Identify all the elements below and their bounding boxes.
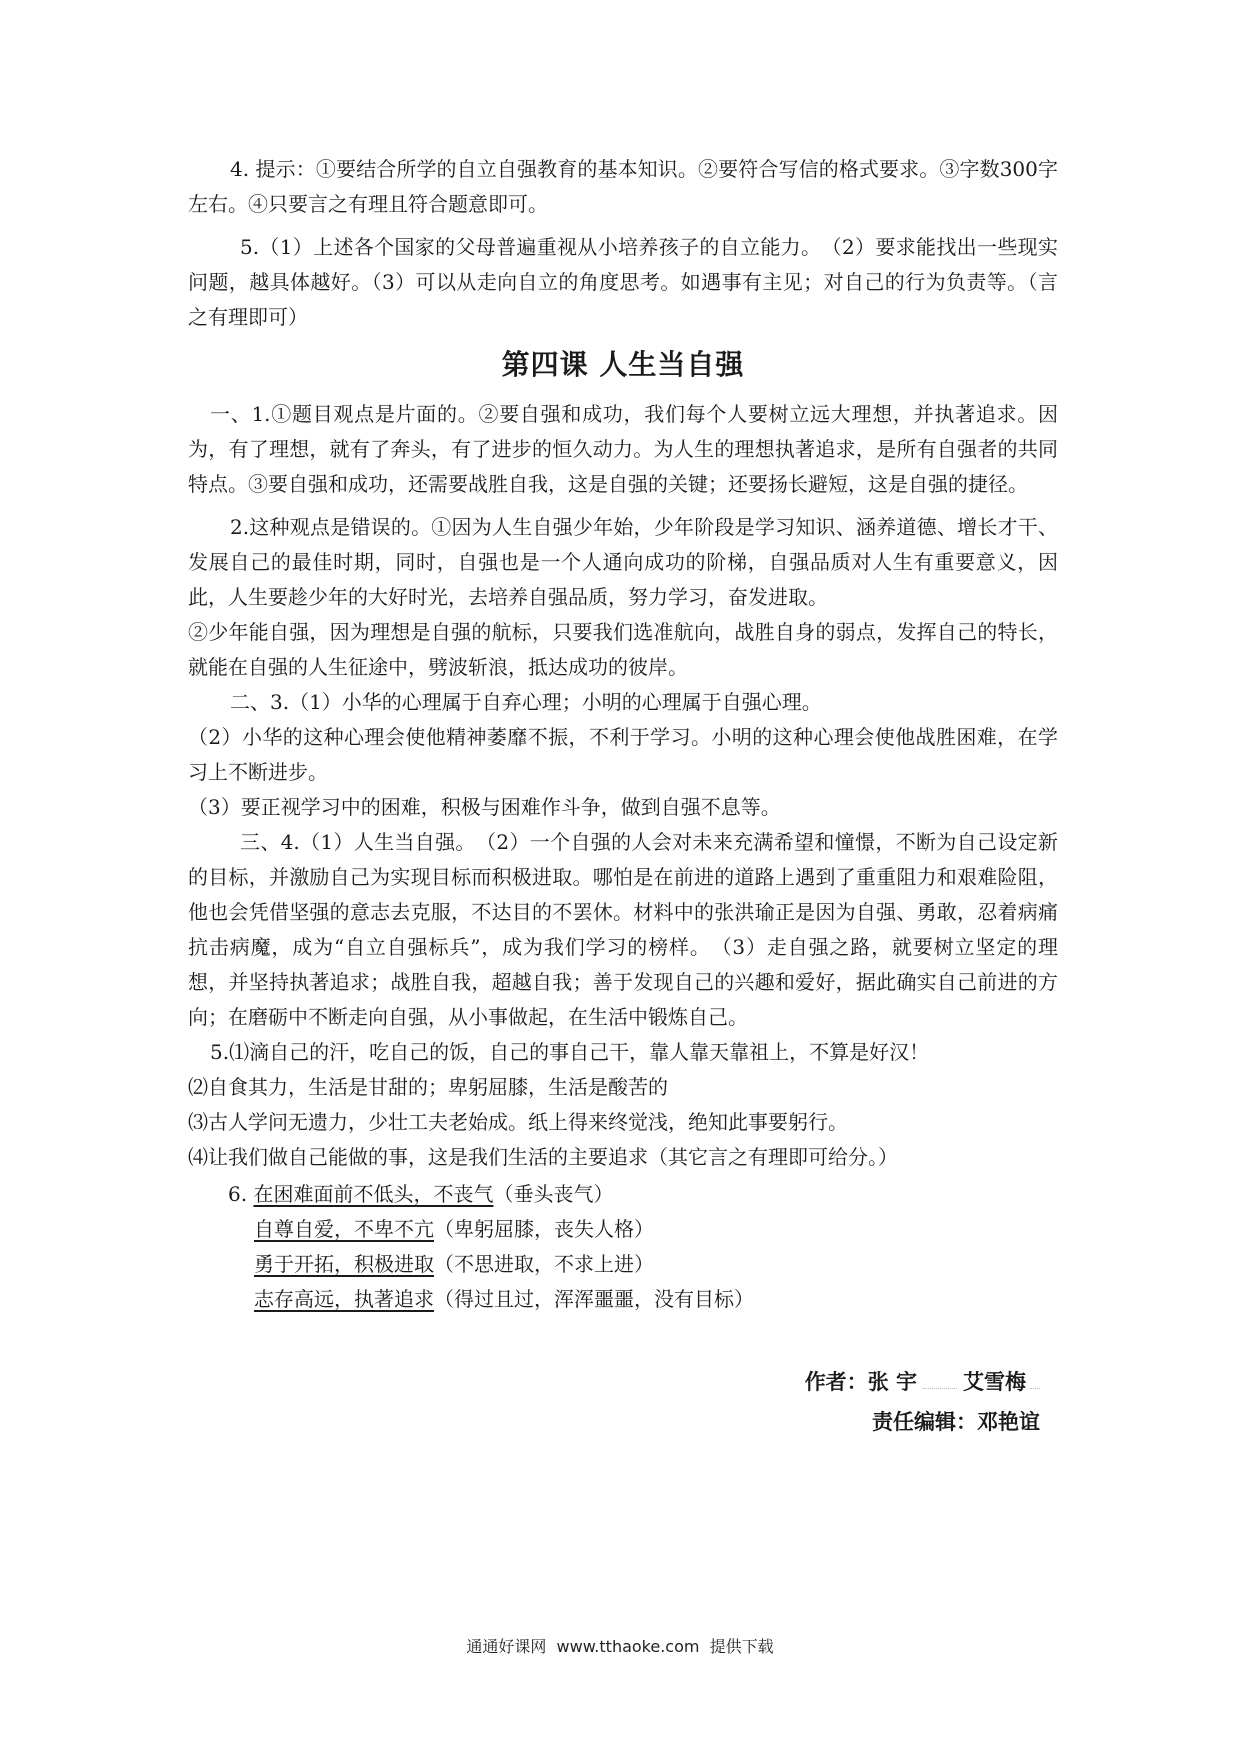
section-3-item-4: 三、4.（1）人生当自强。 （2）一个自强的人会对未来充满希望和憧憬，不断为自己设定新的目标，并激励自己为实现目标而积极进取。哪怕是在前进的道路上遇到了重重阻力和艰难险阻，他也会凭借坚强的意志去克服，不达目的不罢休。材料中的张洪瑜正是因为自强、勇敢，忍着病痛抗击病魔，成为“自立自强标兵”，成为我们学习的榜样。 （3）走自强之路，就要树立坚定的理想，并坚持执著追求；战胜自我，超越自我；善于发现自己的兴趣和爱好，据此确实自己前进的方向；在磨砺中不断走向自强，从小事做起，在生活中锻炼自己。 [188,830,1058,1029]
item-6-line [188,1282,1058,1317]
name-separator [923,1388,957,1389]
item-6-negative-phrase: （卑躬屈膝，丧失人格） [434,1217,654,1241]
editor-label: 责任编辑： [872,1410,977,1434]
item-6-positive-phrase: 勇于开拓，积极进取 [254,1252,434,1276]
section-2-item-3-a: 二、3.（1）小华的心理属于自弃心理；小明的心理属于自强心理。 [230,690,822,714]
item-6-negative-phrase: （垂头丧气） [493,1182,614,1206]
item-5-line-2: ⑵自食其力，生活是甘甜的；卑躬屈膝，生活是酸苦的 [188,1075,668,1099]
section-1-item-2: 2.这种观点是错误的。①因为人生自强少年始，少年阶段是学习知识、涵养道德、增长才干、发展自己的最佳时期，同时，自强也是一个人通向成功的阶梯，自强品质对人生有重要意义，因此，人生要趁少年的大好时光，去培养自强品质，努力学习，奋发进取。 [188,515,1058,609]
credits-block [805,1362,1040,1442]
item-6-positive-phrase: 自尊自爱，不卑不亢 [254,1217,434,1241]
section-1-item-1: 一、1.①题目观点是片面的。②要自强和成功，我们每个人要树立远大理想，并执著追求。因为，有了理想，就有了奔头，有了进步的恒久动力。为人生的理想执著追求，是所有自强者的共同特点。③要自强和成功，还需要战胜自我，这是自强的关键；还要扬长避短，这是自强的捷径。 [188,402,1058,496]
item-6-negative-phrase: （得过且过，浑浑噩噩，没有目标） [434,1287,754,1311]
author-line [805,1362,1040,1402]
section-1-item-2-part-b: ②少年能自强，因为理想是自强的航标，只要我们选准航向，战胜自身的弱点，发挥自己的特长，就能在自强的人生征途中，劈波斩浪，抵达成功的彼岸。 [188,620,1058,679]
section-2-item-3-c: （3）要正视学习中的困难，积极与困难作斗争，做到自强不息等。 [188,795,781,819]
editor-line [805,1402,1040,1442]
page-footer [0,1634,1240,1657]
item-5-line-4: ⑷让我们做自己能做的事，这是我们生活的主要追求（其它言之有理即可给分。） [188,1145,898,1169]
item-6-positive-phrase: 志存高远，执著追求 [254,1287,434,1311]
editor-name: 邓艳谊 [977,1410,1040,1434]
footer-note: 提供下载 [709,1637,774,1656]
item-6-negative-phrase: （不思进取，不求上进） [434,1252,654,1276]
document-body [188,152,1058,1317]
trailing-mark [1030,1388,1040,1389]
footer-url[interactable]: www.tthaoke.com [556,1637,700,1656]
answer-item-4: 4. 提示：①要结合所学的自立自强教育的基本知识。②要符合写信的格式要求。③字数300字左右。④只要言之有理且符合题意即可。 [188,157,1058,216]
answer-item-5: 5.（1）上述各个国家的父母普遍重视从小培养孩子的自立能力。 （2）要求能找出一些现实问题，越具体越好。（3）可以从走向自立的角度思考。如遇事有主见；对自己的行为负责等。（言之有理即可） [188,235,1058,329]
footer-site-name: 通通好课网 [466,1637,547,1656]
item-6-line [188,1177,1058,1212]
author-label: 作者： [804,1370,868,1394]
item-5-line-1: 5.⑴滴自己的汗，吃自己的饭，自己的事自己干，靠人靠天靠祖上，不算是好汉！ [210,1040,930,1064]
item-6-number: 6. [228,1182,248,1206]
section-2-item-3-b: （2）小华的这种心理会使他精神萎靡不振，不利于学习。小明的这种心理会使他战胜困难，在学习上不断进步。 [188,725,1058,784]
author-name-1: 张 宇 [867,1370,917,1394]
author-name-2: 艾雪梅 [963,1370,1026,1394]
item-6-positive-phrase: 在困难面前不低头，不丧气 [253,1182,494,1206]
lesson-title: 第四课 人生当自强 [501,348,745,381]
item-6-line [188,1247,1058,1282]
item-6 [188,1177,1058,1317]
item-6-line [188,1212,1058,1247]
item-5-line-3: ⑶古人学问无遗力，少壮工夫老始成。纸上得来终觉浅，绝知此事要躬行。 [188,1110,848,1134]
